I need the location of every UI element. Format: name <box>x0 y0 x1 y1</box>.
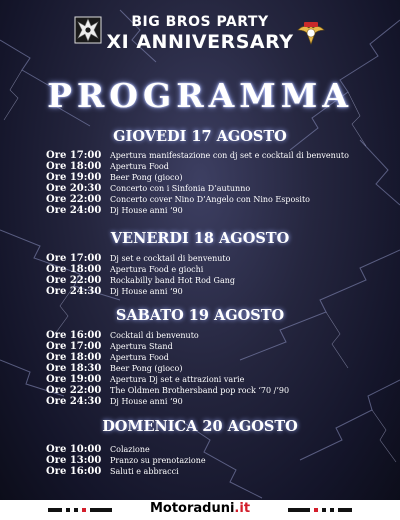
event-description: Colazione <box>110 445 150 454</box>
event-description: Beer Pong (gioco) <box>110 364 183 373</box>
event-time: Ore 20:30 <box>46 183 102 194</box>
footer-bar <box>0 500 400 520</box>
schedule-row <box>46 327 386 341</box>
event-time: Ore 16:00 <box>46 330 102 341</box>
event-description: Concerto cover Nino D’Angelo con Nino Esposito <box>110 195 310 204</box>
day-heading-friday: VENERDI 18 AGOSTO <box>110 230 290 247</box>
event-description: Beer Pong (gioco) <box>110 173 183 182</box>
event-time: Ore 17:00 <box>46 150 102 161</box>
event-time: Ore 18:00 <box>46 161 102 172</box>
schedule-row <box>46 272 386 286</box>
event-time: Ore 24:30 <box>46 396 102 407</box>
winged-shield-badge-icon <box>296 18 326 48</box>
event-time: Ore 18:00 <box>46 264 102 275</box>
event-subtitle: XI ANNIVERSARY <box>106 31 294 53</box>
event-description: Apertura Food <box>110 353 169 362</box>
schedule-row <box>46 147 386 161</box>
schedule-row <box>46 360 386 374</box>
event-description: Apertura manifestazione con dj set e cocktail di benvenuto <box>110 151 349 160</box>
event-time: Ore 16:00 <box>46 466 102 477</box>
event-description: Apertura Food <box>110 162 169 171</box>
schedule-row <box>46 371 386 385</box>
day-heading-saturday: SABATO 19 AGOSTO <box>115 307 285 324</box>
event-description: Concerto con i Sinfonia D’autunno <box>110 184 251 193</box>
event-time: Ore 13:00 <box>46 455 102 466</box>
event-description: Dj House anni ‘90 <box>110 206 183 215</box>
event-description: Apertura Dj set e attrazioni varie <box>110 375 245 384</box>
event-description: Dj set e cocktail di benvenuto <box>110 254 231 263</box>
event-time: Ore 10:00 <box>46 444 102 455</box>
schedule-row <box>46 382 386 396</box>
schedule-friday <box>46 250 386 297</box>
event-time: Ore 19:00 <box>46 374 102 385</box>
event-description: The Oldmen Brothersband pop rock ‘70 /’90 <box>110 386 290 395</box>
schedule-row <box>46 169 386 183</box>
schedule-row <box>46 441 386 455</box>
event-name: BIG BROS PARTY <box>131 14 269 30</box>
event-time: Ore 24:30 <box>46 286 102 297</box>
event-description: Cocktail di benvenuto <box>110 331 199 340</box>
brand-name: Motoraduni <box>149 501 235 516</box>
event-description: Apertura Food e giochi <box>110 265 204 274</box>
event-time: Ore 17:00 <box>46 253 102 264</box>
schedule-sunday <box>46 441 386 477</box>
event-time: Ore 18:00 <box>46 352 102 363</box>
schedule-row <box>46 452 386 466</box>
event-description: Apertura Stand <box>110 342 173 351</box>
schedule-row <box>46 250 386 264</box>
day-heading-thursday: GIOVEDI 17 AGOSTO <box>113 128 287 145</box>
event-time: Ore 18:30 <box>46 363 102 374</box>
programme-title: PROGRAMMA <box>47 76 353 115</box>
event-time: Ore 19:00 <box>46 172 102 183</box>
schedule-row <box>46 463 386 477</box>
poster-header <box>0 14 400 54</box>
schedule-row <box>46 191 386 205</box>
footer-dash-decoration <box>288 508 352 512</box>
event-time: Ore 22:00 <box>46 194 102 205</box>
event-description: Dj House anni ‘90 <box>110 287 183 296</box>
event-description: Rockabilly band Hot Rod Gang <box>110 276 235 285</box>
event-time: Ore 17:00 <box>46 341 102 352</box>
schedule-row <box>46 338 386 352</box>
schedule-row <box>46 180 386 194</box>
event-description: Saluti e abbracci <box>110 467 179 476</box>
day-heading-sunday: DOMENICA 20 AGOSTO <box>102 418 298 435</box>
event-description: Pranzo su prenotazione <box>110 456 206 465</box>
brand-tld: .it <box>234 501 251 516</box>
schedule-row <box>46 349 386 363</box>
event-time: Ore 22:00 <box>46 385 102 396</box>
event-time: Ore 24:00 <box>46 205 102 216</box>
event-description: Dj House anni ‘90 <box>110 397 183 406</box>
schedule-saturday <box>46 327 386 407</box>
schedule-thursday <box>46 147 386 216</box>
event-time: Ore 22:00 <box>46 275 102 286</box>
